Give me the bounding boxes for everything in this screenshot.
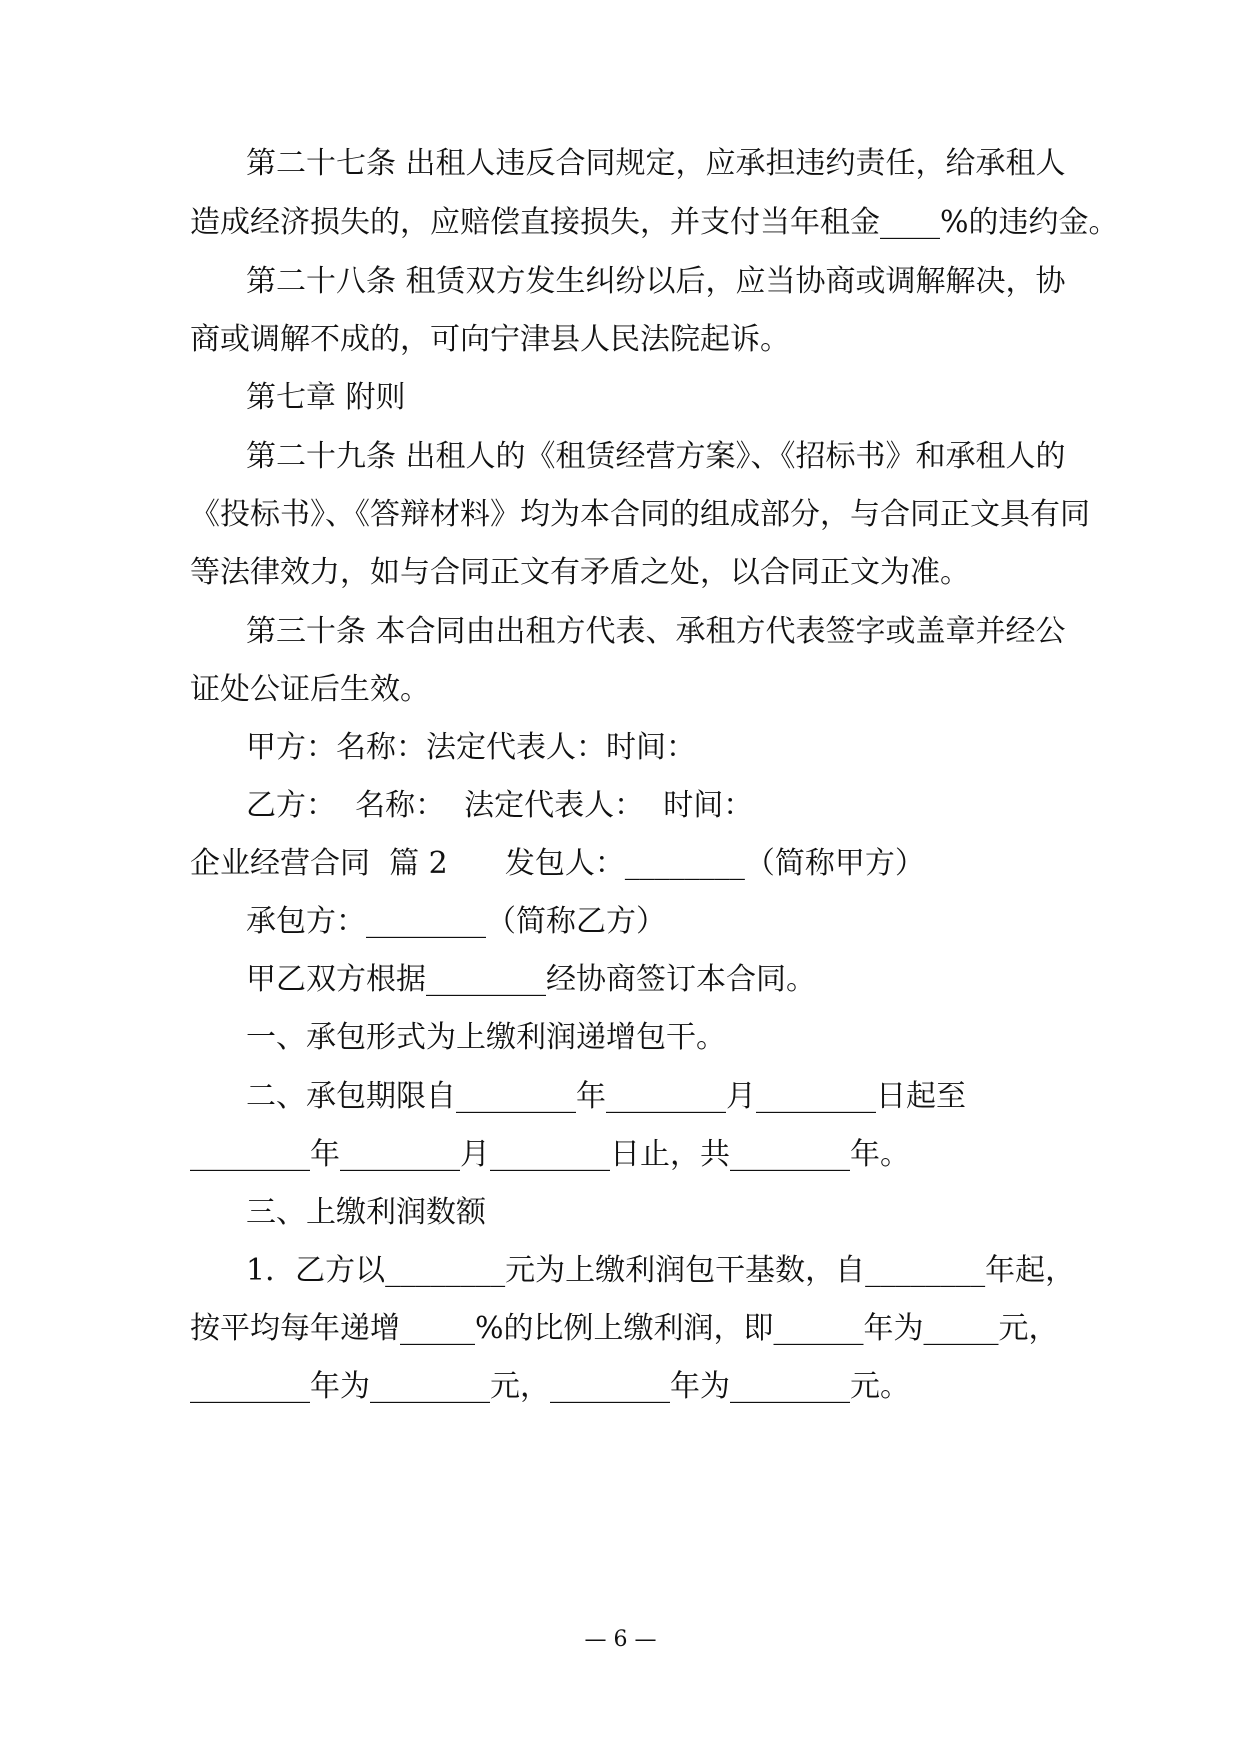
article-29-line-3: 等法律效力，如与合同正文有矛盾之处，以合同正文为准。 bbox=[190, 555, 970, 590]
party-a-signature-line: 甲方：名称：法定代表人：时间： bbox=[246, 730, 696, 765]
article-29-line-2 bbox=[190, 495, 1102, 535]
article-28-line-1 bbox=[246, 262, 1102, 302]
text-line: 按平均每年递增_____%的比例上缴利润，即______年为_____元， bbox=[190, 1311, 1059, 1346]
text-line: 第二十七条 出租人违反合同规定，应承担违约责任，给承租人 bbox=[246, 146, 1066, 181]
clause-3-item-1-line-2 bbox=[190, 1309, 1102, 1349]
article-30-line-2: 证处公证后生效。 bbox=[190, 672, 430, 707]
article-30-line-1 bbox=[246, 612, 1102, 652]
clause-1-line: 一、承包形式为上缴利润递增包干。 bbox=[246, 1020, 726, 1055]
article-27-line-1 bbox=[246, 144, 1102, 184]
text-line: 第二十九条 出租人的《租赁经营方案》、《招标书》和承租人的 bbox=[246, 439, 1066, 474]
text-line: 二、承包期限自________年________月________日起至 bbox=[246, 1079, 966, 1114]
chapter-7-heading: 第七章 附则 bbox=[246, 380, 406, 415]
contractor-line: 承包方：________（简称乙方） bbox=[246, 904, 666, 939]
clause-3-item-1-line-3: ________年为________元，________年为________元。 bbox=[190, 1369, 910, 1404]
party-b-signature-line: 乙方： 名称： 法定代表人： 时间： bbox=[246, 788, 754, 823]
agreement-basis-line: 甲乙双方根据________经协商签订本合同。 bbox=[246, 962, 816, 997]
page-number: — 6 — bbox=[584, 1627, 657, 1652]
contract-2-heading: 企业经营合同 篇 2 发包人：________（简称甲方） bbox=[190, 846, 925, 881]
clause-3-item-1-line-1 bbox=[246, 1251, 1102, 1291]
clause-2-line-1 bbox=[246, 1077, 1102, 1117]
text-line: 《投标书》、《答辩材料》均为本合同的组成部分，与合同正文具有同 bbox=[190, 497, 1090, 532]
article-27-line-2 bbox=[190, 203, 1119, 243]
clause-2-line-2: ________年________月________日止，共________年。 bbox=[190, 1137, 910, 1172]
article-29-line-1 bbox=[246, 437, 1102, 477]
text-line: 第三十条 本合同由出租方代表、承租方代表签字或盖章并经公 bbox=[246, 614, 1066, 649]
text-line: 造成经济损失的，应赔偿直接损失，并支付当年租金____%的违约金。 bbox=[190, 205, 1119, 240]
text-line: 1．乙方以________元为上缴利润包干基数，自________年起， bbox=[246, 1253, 1076, 1288]
text-line: 第二十八条 租赁双方发生纠纷以后，应当协商或调解解决，协 bbox=[246, 264, 1066, 299]
clause-3-heading: 三、上缴利润数额 bbox=[246, 1195, 486, 1230]
article-28-line-2: 商或调解不成的，可向宁津县人民法院起诉。 bbox=[190, 322, 790, 357]
